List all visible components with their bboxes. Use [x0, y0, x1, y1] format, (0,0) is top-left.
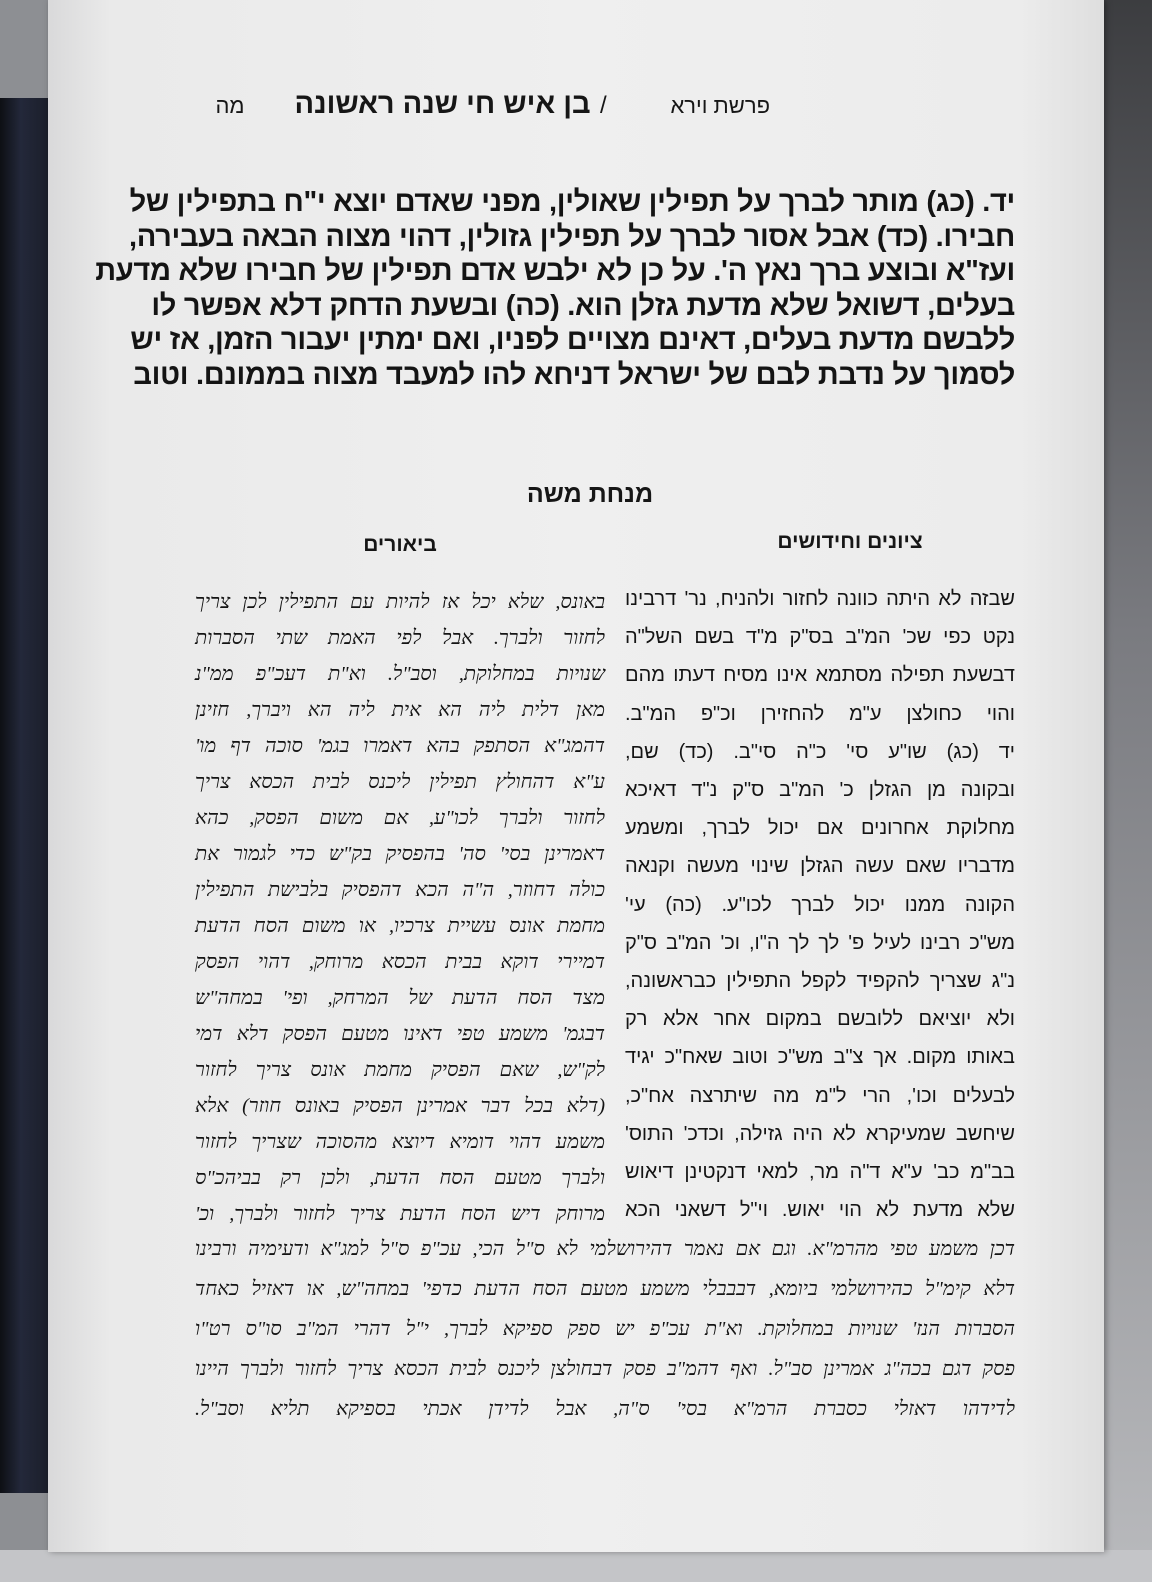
right-column-line: דבשעת תפילה מסתמא אינו מסיח דעתו מהם	[625, 664, 1015, 687]
left-column-line: ולברך מטעם הסח הדעת, ולכן רק בביהכ"ס	[195, 1167, 605, 1189]
bottom-commentary-line: דלא קימ"ל כהירושלמי ביומא, דבבבלי משמע מטעם הסח הדעת כדפי' במחה"ש, או דאזיל כאחד	[195, 1278, 1015, 1300]
left-column-line: ע"א דהחולץ תפילין ליכנס לבית הכסא צריך	[195, 771, 605, 793]
left-column-line: שנויות במחלוקת, וסב"ל. וא"ת דעכ"פ ממ"נ	[195, 663, 605, 685]
right-column-line: מחלוקת אחרונים אם יכול לברך, ומשמע	[625, 817, 1015, 840]
left-column-line: דמיירי דוקא בבית הכסא מרוחק, דהוי הפסק	[195, 951, 605, 973]
left-column-line: כולה דחוזר, ה"ה הכא דהפסיק בלבישת התפילין	[195, 879, 605, 901]
right-column-line: מש"כ רבינו לעיל פ' לך לך ה"ו, וכ' המ"ב ס"ק	[625, 931, 1015, 954]
main-text-line: לסמוך על נדבת לבם של ישראל דניחא להו למעבד מצוה בממונם. וטוב	[133, 358, 1015, 391]
left-column-line: מרוחק דיש הסח הדעת צריך לחזור ולברך, וכ'	[195, 1203, 605, 1225]
left-column-line: (דלא בכל דבר אמרינן הפסיק באונס חוזר) אלא	[195, 1095, 605, 1117]
left-column-line: דבגמ' משמע טפי דאינו מטעם הפסק דלא דמי	[195, 1023, 605, 1045]
left-column-line: דאמרינן בסי' סה' בהפסיק בק"ש כדי לגמור את	[195, 843, 605, 865]
right-column-line: באותו מקום. אך צ"ב מש"כ וטוב שאח"כ יגיד	[625, 1046, 1015, 1069]
page-number: מה	[215, 93, 245, 118]
right-column-line: שבזה לא היתה כוונה לחזור ולהניח, נר' דרבינו	[625, 588, 1015, 610]
left-column-line: לחזור ולברך לכו"ע, אם משום הפסק, כהא	[195, 807, 605, 829]
main-text-line: חבירו. (כד) אבל אסור לברך על תפילין גזולין, דהוי מצוה הבאה בעבירה,	[128, 220, 1015, 253]
main-text-line: ועז"א ובוצע ברך נאץ ה'. על כן לא ילבש אדם תפילין של חבירו שלא מדעת	[95, 255, 1015, 287]
main-text-line: יד. (כג) מותר לברך על תפילין שאולין, מפני שאדם יוצא י"ח בתפילין של	[129, 186, 1015, 218]
right-column-line: נקט כפי שכ' המ"ב בס"ק מ"ד בשם השל"ה	[625, 626, 1015, 649]
left-column-line: מצד הסח הדעת של המרחק, ופי' במחה"ש	[195, 987, 605, 1009]
main-text-line: ללבשם מדעת בעלים, דאינם מצויים לפניו, ואם ימתין יעבור הזמן, אז יש	[130, 324, 1015, 356]
left-column-line: משמע דהוי דומיא דיוצא מהסוכה שצריך לחזור	[195, 1131, 605, 1153]
table-surface	[0, 1550, 1152, 1582]
running-header-parsha: פרשת וירא	[670, 93, 770, 118]
right-column-heading: ציונים וחידושים	[777, 530, 923, 553]
bottom-commentary-line: דכן משמע טפי מהרמ"א. וגם אם נאמר דהירושלמי לא ס"ל הכי, עכ"פ ס"ל למג"א ודעימיה ורבינו	[195, 1238, 1015, 1260]
right-column-line: והוי כחולצן ע"מ להחזירן וכ"פ המ"ב.	[625, 702, 1015, 725]
bottom-commentary-line: לדידהו דאזלי כסברת הרמ"א בסי' ס"ה, אבל לדידן אכתי בספיקא תליא וסב"ל.	[195, 1398, 1015, 1420]
right-column-line: שיחשב שמעיקרא לא היה גזילה, וכדכ' התוס'	[625, 1122, 1015, 1145]
bottom-commentary-line: פסק דגם בכה"ג אמרינן סב"ל. ואף דהמ"ב פסק דבחולצן ליכנס לבית הכסא צריך לחזור ולברך היינו	[195, 1358, 1015, 1380]
left-column-line: מאן דלית ליה הא אית ליה הא ויברך, חזינן	[195, 699, 605, 721]
right-column-line: הקונה ממנו יכול לברך לכו"ע. (כה) עי'	[625, 893, 1015, 916]
main-text-line: בעלים, דשואל שלא מדעת גזלן הוא. (כה) ובשעת הדחק דלא אפשר לו	[151, 289, 1015, 322]
right-column-line: יד (כג) שו"ע סי' כ"ה סי"ב. (כד) שם,	[625, 740, 1015, 763]
bottom-commentary-line: הסברות הנז' שנויות במחלוקת. וא"ת עכ"פ יש ספק ספיקא לברך, י"ל דהרי המ"ב סו"ס רט"ו	[195, 1318, 1015, 1340]
right-column-line: ולא יוציאם ללובשם במקום אחר אלא רק	[625, 1008, 1015, 1031]
left-column-line: דהמג"א הסתפק בהא דאמרו בגמ' סוכה דף מו'	[195, 735, 605, 757]
right-column-line: נ"ג שצריך להקפיד לקפל התפילין כבראשונה,	[625, 970, 1015, 992]
left-column-line: מחמת אונס עשיית צרכיו, או משום הסח הדעת	[195, 915, 605, 937]
background	[1100, 0, 1152, 1582]
right-column-line: מדבריו שאם עשה הגזלן שינוי מעשה וקנאה	[625, 855, 1015, 878]
commentary-title: מנחת משה	[526, 480, 654, 508]
left-column-heading: ביאורים	[363, 533, 437, 556]
running-header-separator: /	[600, 92, 607, 119]
right-column-line: בב"מ כב' ע"א ד"ה מר, למאי דנקטינן דיאוש	[625, 1161, 1015, 1183]
right-column-line: שלא מדעת לא הוי יאוש. וי"ל דשאני הכא	[625, 1199, 1015, 1222]
right-column-line: לבעלים וכו', הרי ל"מ מה שיתרצה אח"כ,	[625, 1084, 1015, 1107]
right-column-line: ובקונה מן הגזלן כ' המ"ב ס"ק נ"ד דאיכא	[625, 779, 1015, 801]
running-header-title: בן איש חי שנה ראשונה	[294, 88, 591, 120]
book-cover-edge	[0, 98, 52, 1493]
left-column-line: לחזור ולברך. אבל לפי האמת שתי הסברות	[195, 627, 605, 649]
left-column-line: באונס, שלא יכל אז להיות עם התפילין לכן צריך	[195, 591, 605, 613]
left-column-line: לק"ש, שאם הפסיק מחמת אונס צריך לחזור	[195, 1059, 605, 1081]
